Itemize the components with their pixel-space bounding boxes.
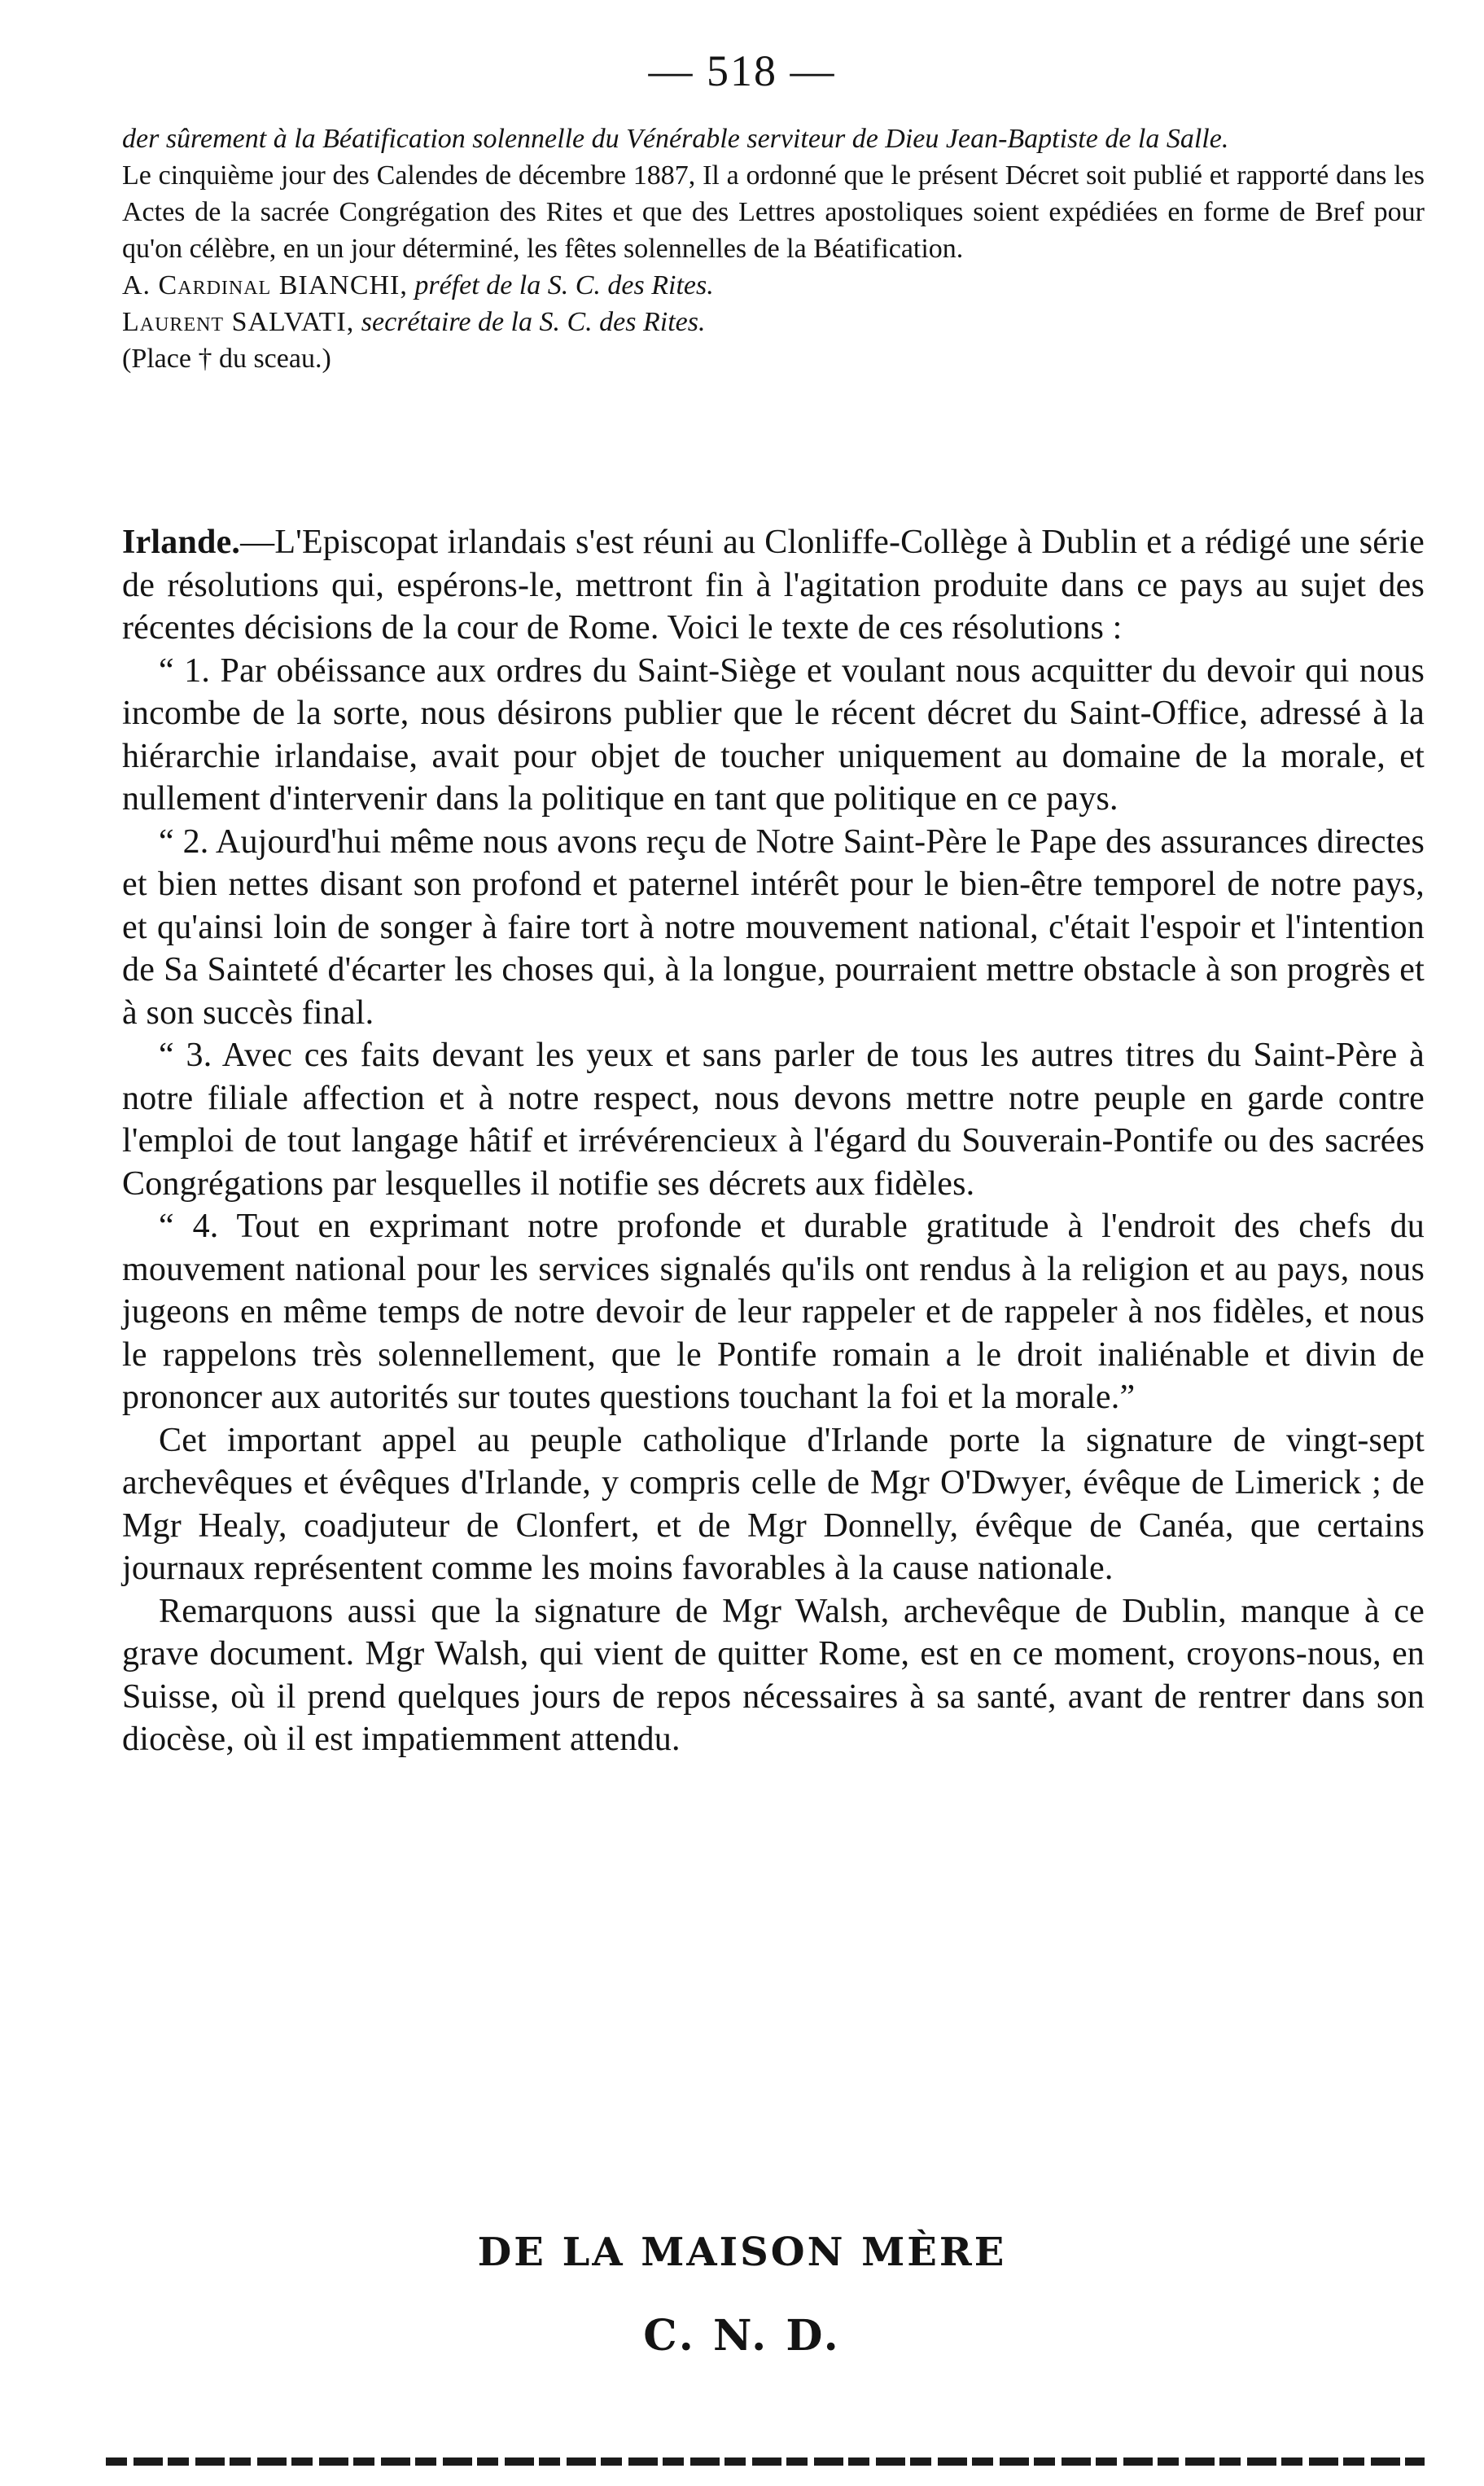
library-stamp-line-2: DE LA MAISON MÈRE bbox=[477, 2230, 1007, 2275]
article-intro: —L'Episcopat irlandais s'est réuni au Clonliffe-Collège à Dublin et a rédigé une série de résolutions qui, espérons-le, mettront fin à l'agitation produite dans ce pays au sujet des récentes décisions de la cour de Rome. Voici le texte de ces résolutions : bbox=[122, 524, 1425, 647]
signature-1 bbox=[122, 267, 1425, 304]
signatories-paragraph: Cet important appel au peuple catholique d'Irlande porte la signature de vingt-sept archevêques et évêques d'Irlande, y compris celle de Mgr O'Dwyer, évêque de Limerick ; de Mgr Healy, coadjuteur de Clonfert, et de Mgr Donnelly, évêque de Canéa, que certains journaux représentent comme les moins favorables à la cause nationale. bbox=[122, 1421, 1425, 1587]
resolution-2: “ 2. Aujourd'hui même nous avons reçu de Notre Saint-Père le Pape des assurances directes et bien nettes disant son profond et paternel intérêt pour le bien-être temporel de notre pays, et qu'ainsi loin de songer à faire tort à notre mouvement national, c'était l'espoir et l'intention de Sa Sainteté d'écarter les choses qui, à la longue, pourraient mettre obstacle à son progrès et à son succès final. bbox=[122, 822, 1425, 1032]
bottom-rule bbox=[106, 2458, 1425, 2466]
article-heading: Irlande. bbox=[122, 524, 241, 561]
seal-place: (Place † du sceau.) bbox=[122, 344, 331, 374]
article-intro-paragraph bbox=[122, 521, 1425, 650]
resolution-1: “ 1. Par obéissance aux ordres du Saint-Siège et voulant nous acquitter du devoir qui nous incombe de la sorte, nous désirons publier que le récent décret du Saint-Office, adressé à la hiérarchie irlandaise, avait pour objet de toucher uniquement au domaine de la morale, et nullement d'intervenir dans la politique en tant que politique en ce pays. bbox=[122, 651, 1425, 818]
signature-2-title: secrétaire de la S. C. des Rites. bbox=[361, 307, 706, 337]
decree-opening: der sûrement à la Béatification solennelle du Vénérable serviteur de Dieu Jean-Baptiste de la Salle. bbox=[122, 124, 1229, 154]
article-section bbox=[122, 521, 1425, 1761]
decree-section bbox=[122, 121, 1425, 377]
signature-1-name: A. Cardinal BIANCHI, bbox=[122, 270, 408, 300]
closing-paragraph: Remarquons aussi que la signature de Mgr Walsh, archevêque de Dublin, manque à ce grave document. Mgr Walsh, qui vient de quitter Rome, est en ce moment, croyons-nous, en Suisse, où il prend quelques jours de repos nécessaires à sa santé, avant de rentrer dans son diocèse, où il est impatiemment attendu. bbox=[122, 1592, 1425, 1758]
signature-1-title: préfet de la S. C. des Rites. bbox=[414, 270, 714, 300]
library-stamp-line-3: C. N. D. bbox=[643, 2311, 841, 2361]
resolution-3: “ 3. Avec ces faits devant les yeux et sans parler de tous les autres titres du Saint-Père à notre filiale affection et à notre respect, nous devons mettre notre peuple en garde contre l'emploi de tout langage hâtif et irrévérencieux à l'égard du Souverain-Pontife ou des sacrées Congrégations par lesquelles il notifie ses décrets aux fidèles. bbox=[122, 1037, 1425, 1203]
signature-2 bbox=[122, 304, 1425, 340]
resolution-4: “ 4. Tout en exprimant notre profonde et durable gratitude à l'endroit des chefs du mouvement national pour les services signalés qu'ils ont rendus à la religion et au pays, nous jugeons en même temps de notre devoir de leur rappeler et de rappeler à nos fidèles, et nous le rappelons très solennellement, que le Pontife romain a le droit inaliénable et divin de prononcer aux autorités sur toutes questions touchant la foi et la morale.” bbox=[122, 1208, 1425, 1416]
signature-2-name: Laurent SALVATI, bbox=[122, 307, 355, 337]
decree-text: Le cinquième jour des Calendes de décembre 1887, Il a ordonné que le présent Décret soit publié et rapporté dans les Actes de la sacrée Congrégation des Rites et que des Lettres apostoliques soient expédiées en forme de Bref pour qu'on célèbre, en un jour déterminé, les fêtes solennelles de la Béatification. bbox=[122, 160, 1425, 264]
page-number: — 518 — bbox=[648, 46, 836, 95]
